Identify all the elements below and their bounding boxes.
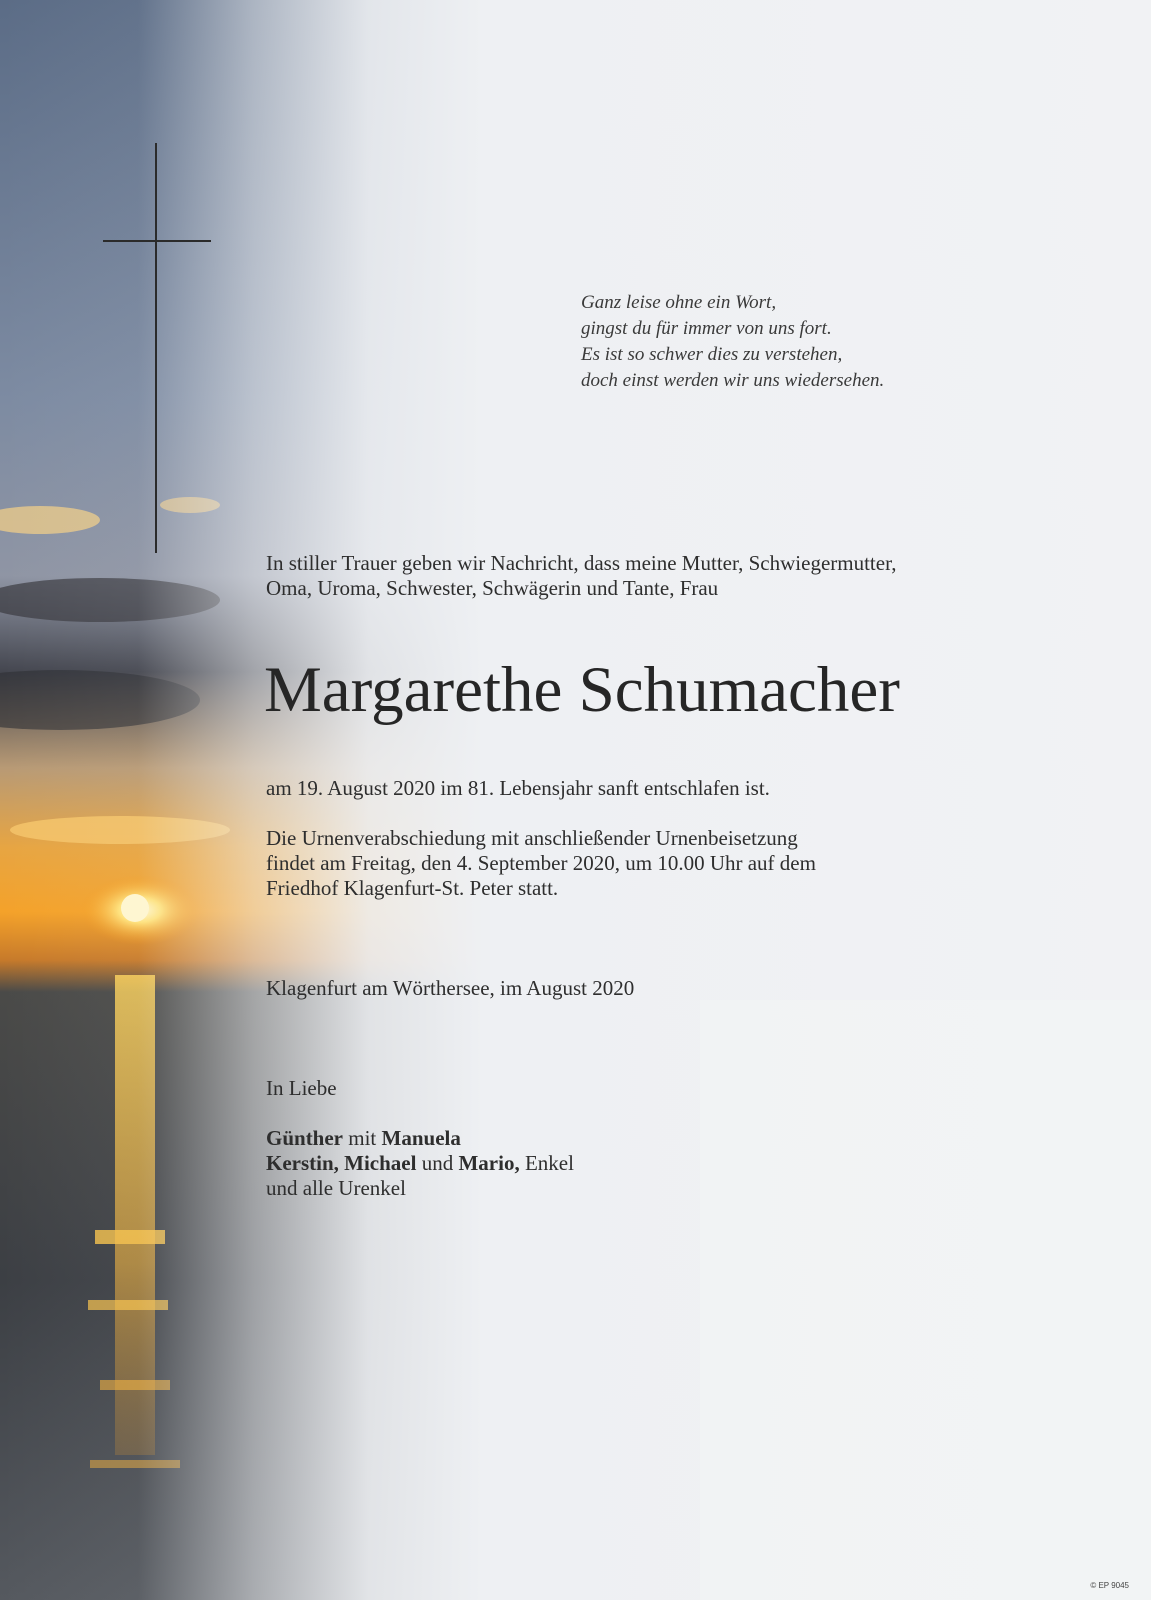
place-date: Klagenfurt am Wörthersee, im August 2020 (266, 976, 635, 1000)
mourners-line (266, 1151, 574, 1176)
mourners-line (266, 1126, 574, 1151)
mourners-line: und alle Urenkel (266, 1176, 406, 1200)
poem-line: gingst du für immer von uns fort. (581, 318, 832, 339)
mourners-list (266, 1126, 574, 1201)
connector-text: und (416, 1151, 459, 1175)
poem-line: Es ist so schwer dies zu verstehen, (581, 344, 843, 365)
ceremony-line: Friedhof Klagenfurt-St. Peter statt. (266, 876, 559, 900)
intro-text (266, 551, 986, 601)
mourner-name: Michael (338, 1151, 417, 1175)
poem-line: doch einst werden wir uns wiedersehen. (581, 370, 885, 391)
poem-line: Ganz leise ohne ein Wort, (581, 292, 777, 313)
copyright-note: © EP 9045 (1090, 1581, 1129, 1590)
relation-text: Enkel (519, 1151, 574, 1175)
intro-line: Oma, Uroma, Schwester, Schwägerin und Tante, Frau (266, 576, 719, 600)
ceremony-line: Die Urnenverabschiedung mit anschließender Urnenbeisetzung (266, 826, 798, 850)
cross-icon-horizontal (103, 240, 211, 242)
mourner-name: Günther (266, 1126, 344, 1150)
death-note: am 19. August 2020 im 81. Lebensjahr sanft entschlafen ist. (266, 776, 770, 800)
intro-line: In stiller Trauer geben wir Nachricht, dass meine Mutter, Schwiegermutter, (266, 551, 897, 575)
greeting: In Liebe (266, 1076, 337, 1100)
ceremony-details (266, 826, 906, 901)
poem (581, 290, 961, 394)
cross-icon-vertical (155, 143, 157, 553)
deceased-name: Margarethe Schumacher (264, 654, 900, 726)
mourner-name: Manuela (381, 1126, 461, 1150)
connector-text: mit (343, 1126, 382, 1150)
mourner-name: Kerstin, (266, 1151, 339, 1175)
mourner-name: Mario, (458, 1151, 520, 1175)
ceremony-line: findet am Freitag, den 4. September 2020, um 10.00 Uhr auf dem (266, 851, 816, 875)
